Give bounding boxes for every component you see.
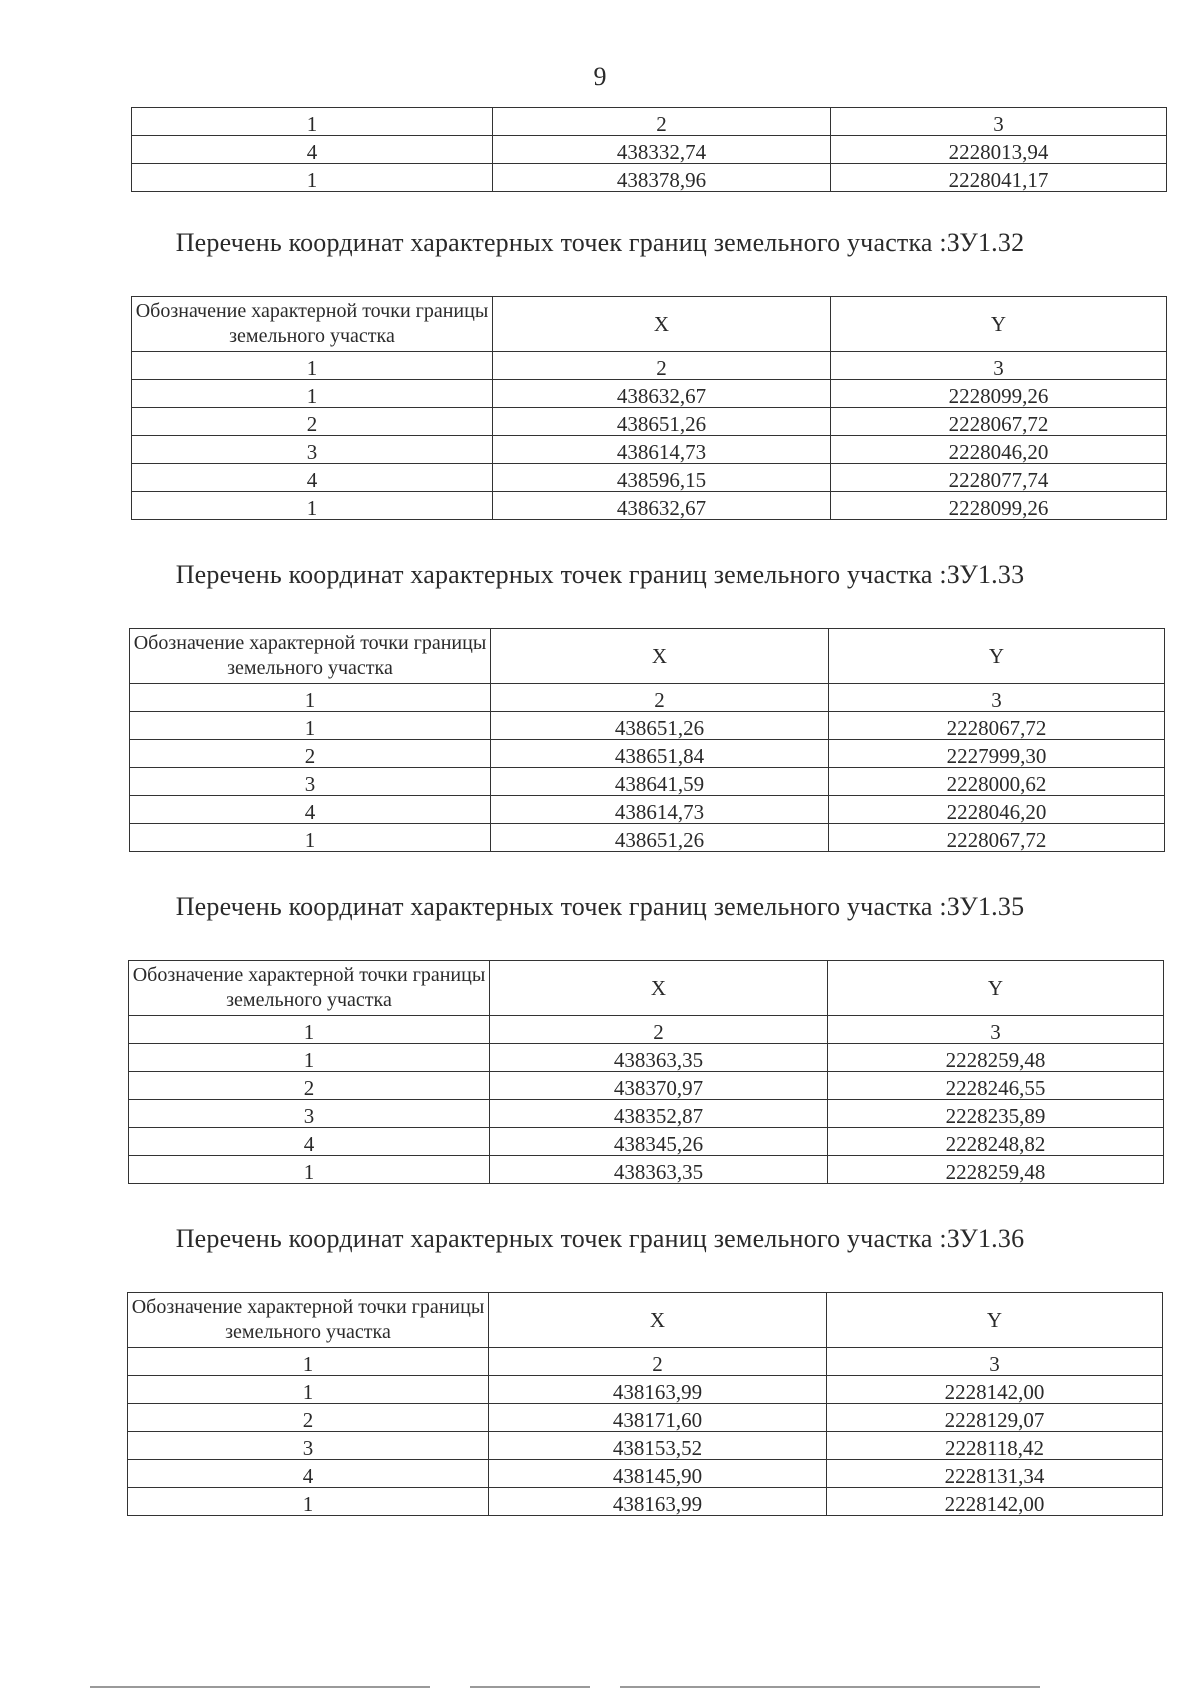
y-cell: 2227999,30	[829, 740, 1165, 768]
table-header-row	[129, 961, 1164, 1016]
x-cell: 2	[491, 684, 829, 712]
table-row	[132, 464, 1167, 492]
point-id-cell: 3	[128, 1432, 489, 1460]
header-y: Y	[831, 297, 1167, 352]
y-cell: 2228013,94	[831, 136, 1167, 164]
point-id-cell: 2	[132, 408, 493, 436]
scan-artifact-line	[620, 1686, 1040, 1688]
page-number: 9	[593, 62, 607, 91]
table-row	[129, 1128, 1164, 1156]
point-id-cell: 1	[132, 492, 493, 520]
y-cell: 2228046,20	[829, 796, 1165, 824]
y-cell: 2228142,00	[827, 1376, 1163, 1404]
y-cell: 3	[831, 108, 1167, 136]
header-y: Y	[827, 1293, 1163, 1348]
scan-artifact-line	[90, 1686, 430, 1688]
header-point-designation: Обозначение характерной точки границы земельного участка	[132, 297, 493, 352]
point-id-cell: 4	[132, 464, 493, 492]
table-row	[132, 136, 1167, 164]
table-row	[132, 408, 1167, 436]
table-row	[128, 1348, 1163, 1376]
point-id-cell: 3	[130, 768, 491, 796]
y-cell: 2228041,17	[831, 164, 1167, 192]
point-id-cell: 1	[132, 380, 493, 408]
point-id-cell: 3	[129, 1100, 490, 1128]
y-cell: 2228046,20	[831, 436, 1167, 464]
point-id-cell: 4	[132, 136, 493, 164]
x-cell: 438363,35	[490, 1156, 828, 1184]
y-cell: 3	[831, 352, 1167, 380]
x-cell: 438596,15	[493, 464, 831, 492]
x-cell: 438651,84	[491, 740, 829, 768]
table-row	[132, 352, 1167, 380]
table-row	[130, 712, 1165, 740]
y-cell: 2228131,34	[827, 1460, 1163, 1488]
header-x: X	[489, 1293, 827, 1348]
x-cell: 438614,73	[493, 436, 831, 464]
table-row	[129, 1072, 1164, 1100]
coordinates-table	[128, 960, 1164, 1184]
y-cell: 2228142,00	[827, 1488, 1163, 1516]
x-cell: 438332,74	[493, 136, 831, 164]
x-cell: 438145,90	[489, 1460, 827, 1488]
header-point-designation: Обозначение характерной точки границы земельного участка	[128, 1293, 489, 1348]
x-cell: 438163,99	[489, 1488, 827, 1516]
point-id-cell: 1	[132, 108, 493, 136]
point-id-cell: 1	[130, 712, 491, 740]
y-cell: 2228067,72	[829, 824, 1165, 852]
point-id-cell: 1	[128, 1488, 489, 1516]
table-header-row	[132, 297, 1167, 352]
y-cell: 2228067,72	[829, 712, 1165, 740]
header-point-designation: Обозначение характерной точки границы земельного участка	[129, 961, 490, 1016]
table-row	[129, 1156, 1164, 1184]
table-row	[129, 1016, 1164, 1044]
point-id-cell: 1	[129, 1156, 490, 1184]
x-cell: 438632,67	[493, 380, 831, 408]
x-cell: 438632,67	[493, 492, 831, 520]
table-header-row	[128, 1293, 1163, 1348]
section-title: Перечень координат характерных точек границ земельного участка :ЗУ1.35	[175, 892, 1025, 921]
y-cell: 2228235,89	[828, 1100, 1164, 1128]
y-cell: 2228248,82	[828, 1128, 1164, 1156]
header-x: X	[491, 629, 829, 684]
header-point-designation: Обозначение характерной точки границы земельного участка	[130, 629, 491, 684]
table-row	[128, 1432, 1163, 1460]
x-cell: 438651,26	[491, 824, 829, 852]
table-row	[128, 1376, 1163, 1404]
table-row	[128, 1488, 1163, 1516]
x-cell: 2	[490, 1016, 828, 1044]
x-cell: 438171,60	[489, 1404, 827, 1432]
x-cell: 2	[489, 1348, 827, 1376]
x-cell: 438651,26	[491, 712, 829, 740]
y-cell: 3	[827, 1348, 1163, 1376]
point-id-cell: 4	[130, 796, 491, 824]
continuation-table	[131, 107, 1167, 192]
coordinates-table	[131, 296, 1167, 520]
y-cell: 2228000,62	[829, 768, 1165, 796]
point-id-cell: 1	[128, 1348, 489, 1376]
section-title: Перечень координат характерных точек границ земельного участка :ЗУ1.36	[175, 1224, 1025, 1253]
table-row	[130, 768, 1165, 796]
header-x: X	[490, 961, 828, 1016]
y-cell: 2228129,07	[827, 1404, 1163, 1432]
y-cell: 2228077,74	[831, 464, 1167, 492]
y-cell: 2228259,48	[828, 1156, 1164, 1184]
table-row	[130, 740, 1165, 768]
point-id-cell: 4	[128, 1460, 489, 1488]
table-row	[130, 824, 1165, 852]
x-cell: 438614,73	[491, 796, 829, 824]
section-title: Перечень координат характерных точек границ земельного участка :ЗУ1.33	[175, 560, 1025, 589]
point-id-cell: 3	[132, 436, 493, 464]
table-row	[128, 1460, 1163, 1488]
x-cell: 438345,26	[490, 1128, 828, 1156]
point-id-cell: 1	[129, 1044, 490, 1072]
table-row	[129, 1100, 1164, 1128]
x-cell: 438153,52	[489, 1432, 827, 1460]
section-title: Перечень координат характерных точек границ земельного участка :ЗУ1.32	[175, 228, 1025, 257]
x-cell: 438370,97	[490, 1072, 828, 1100]
point-id-cell: 1	[128, 1376, 489, 1404]
point-id-cell: 2	[128, 1404, 489, 1432]
table-row	[130, 684, 1165, 712]
table-row	[132, 436, 1167, 464]
point-id-cell: 2	[129, 1072, 490, 1100]
point-id-cell: 1	[130, 824, 491, 852]
x-cell: 438352,87	[490, 1100, 828, 1128]
scan-artifact-line	[470, 1686, 590, 1688]
y-cell: 2228099,26	[831, 492, 1167, 520]
coordinates-table	[127, 1292, 1163, 1516]
table-row	[129, 1044, 1164, 1072]
table-row	[130, 796, 1165, 824]
header-y: Y	[829, 629, 1165, 684]
x-cell: 438641,59	[491, 768, 829, 796]
y-cell: 2228067,72	[831, 408, 1167, 436]
y-cell: 2228118,42	[827, 1432, 1163, 1460]
y-cell: 3	[829, 684, 1165, 712]
table-row	[132, 108, 1167, 136]
table-row	[132, 164, 1167, 192]
point-id-cell: 1	[132, 164, 493, 192]
table-row	[132, 492, 1167, 520]
table-header-row	[130, 629, 1165, 684]
x-cell: 438363,35	[490, 1044, 828, 1072]
coordinates-table	[129, 628, 1165, 852]
point-id-cell: 1	[130, 684, 491, 712]
x-cell: 438378,96	[493, 164, 831, 192]
header-y: Y	[828, 961, 1164, 1016]
y-cell: 2228259,48	[828, 1044, 1164, 1072]
point-id-cell: 2	[130, 740, 491, 768]
x-cell: 438651,26	[493, 408, 831, 436]
x-cell: 2	[493, 108, 831, 136]
x-cell: 438163,99	[489, 1376, 827, 1404]
point-id-cell: 1	[129, 1016, 490, 1044]
header-x: X	[493, 297, 831, 352]
table-row	[132, 380, 1167, 408]
x-cell: 2	[493, 352, 831, 380]
y-cell: 2228246,55	[828, 1072, 1164, 1100]
point-id-cell: 1	[132, 352, 493, 380]
y-cell: 2228099,26	[831, 380, 1167, 408]
point-id-cell: 4	[129, 1128, 490, 1156]
table-row	[128, 1404, 1163, 1432]
y-cell: 3	[828, 1016, 1164, 1044]
